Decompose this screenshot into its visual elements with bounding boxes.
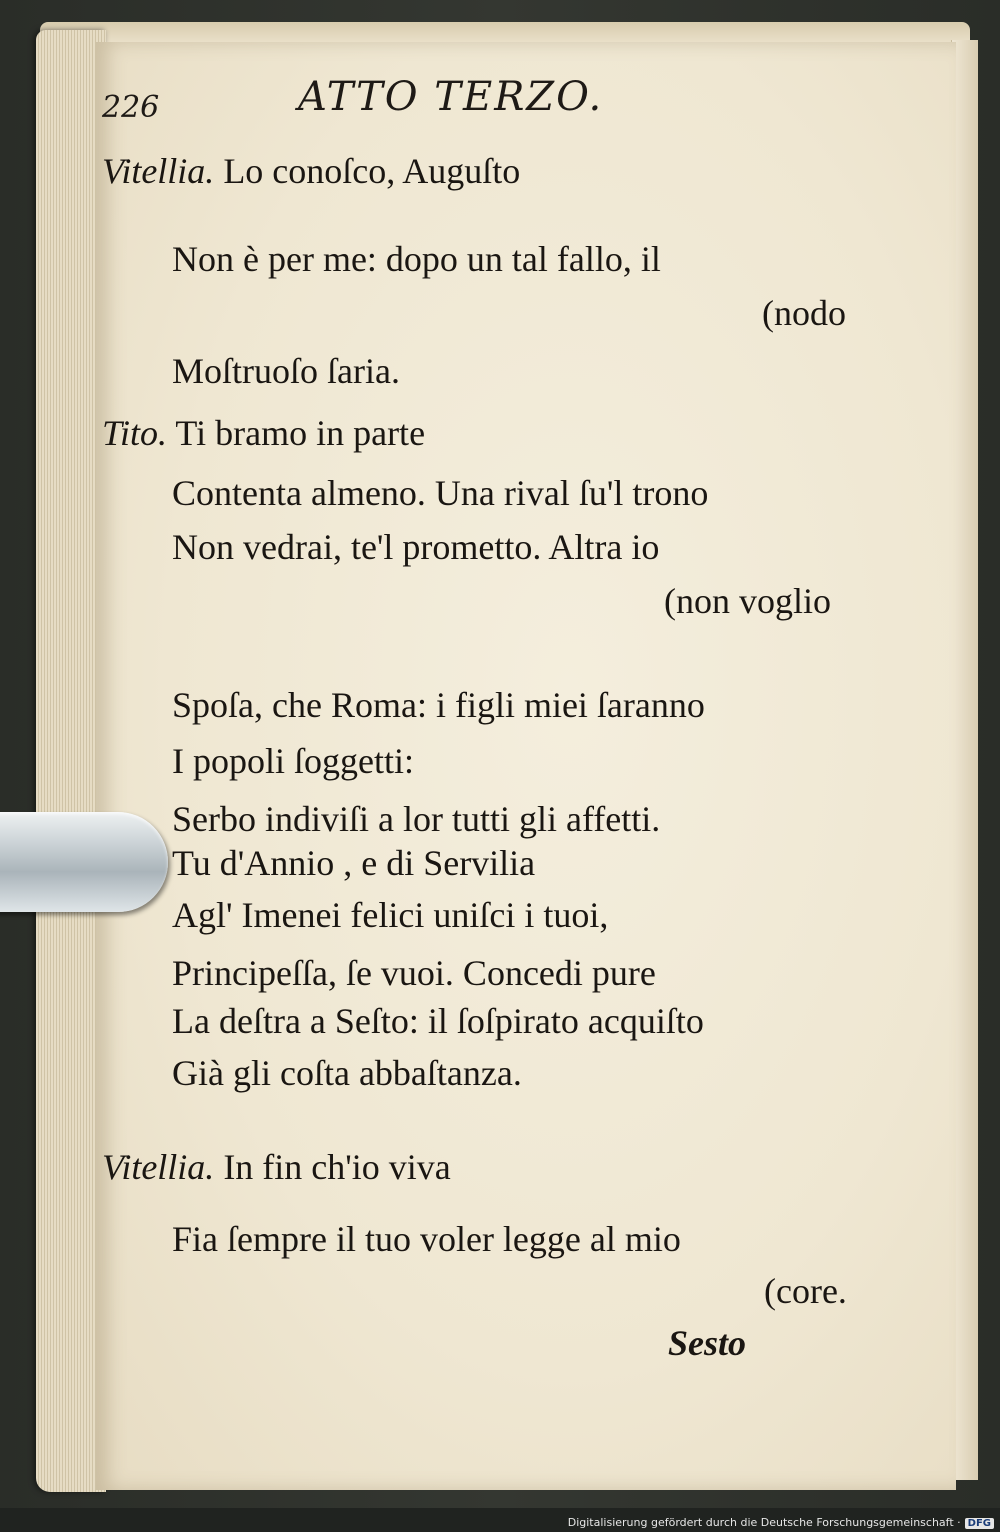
line-text: Contenta almeno. Una rival ſu'l trono [172, 473, 709, 513]
verse-line [172, 238, 661, 280]
line-text: In fin ch'io viva [214, 1147, 451, 1187]
verse-line [102, 1146, 451, 1188]
line-text: I popoli ſoggetti: [172, 741, 414, 781]
verse-line [172, 1052, 522, 1094]
line-text: La deſtra a Seſto: il ſoſpirato acquiſto [172, 1001, 704, 1041]
page-number: 226 [102, 90, 160, 125]
page-holder-clip [0, 812, 168, 912]
verse-line [762, 292, 846, 334]
line-text: Principeſſa, ſe vuoi. Concedi pure [172, 953, 656, 993]
verse-line [172, 842, 535, 884]
speaker-name: Vitellia. [102, 151, 215, 191]
line-text: (non voglio [664, 581, 831, 621]
credit-text: Digitalisierung gefördert durch die Deutsche Forschungsgemeinschaft · [567, 1516, 961, 1529]
verse-line [172, 740, 414, 782]
line-text: Ti bramo in parte [167, 413, 426, 453]
verse-line [172, 1000, 704, 1042]
line-text: Lo conoſco, Auguſto [214, 151, 521, 191]
line-text: Già gli coſta abbaſtanza. [172, 1053, 522, 1093]
catchword: Sesto [668, 1323, 747, 1363]
digitization-credit [568, 1516, 994, 1529]
verse-line [172, 1218, 681, 1260]
line-text: Serbo indiviſi a lor tutti gli affetti. [172, 799, 661, 839]
verse-line [664, 580, 831, 622]
line-text: Agl' Imenei felici uniſci i tuoi, [172, 895, 609, 935]
speaker-name: Vitellia. [102, 1147, 215, 1187]
line-text: Non è per me: dopo un tal fallo, il [172, 239, 661, 279]
verse-line [172, 472, 708, 514]
dfg-logo-icon: DFG [965, 1518, 994, 1529]
line-text: (nodo [762, 293, 846, 333]
line-text: Tu d'Annio , e di Servilia [172, 843, 536, 883]
line-text: Spoſa, che Roma: i figli miei ſaranno [172, 685, 705, 725]
verse-line [172, 952, 656, 994]
verse-line [102, 150, 520, 192]
verse-line [172, 350, 400, 392]
speaker-name: Tito. [102, 413, 168, 453]
running-title: ATTO TERZO. [298, 74, 604, 120]
line-text: Non vedrai, te'l prometto. Altra io [172, 527, 660, 567]
book-top-edge [40, 22, 970, 42]
footer-bar [0, 1508, 1000, 1532]
line-text: Fia ſempre il tuo voler legge al mio [172, 1219, 681, 1259]
line-text: Moſtruoſo ſaria. [172, 351, 400, 391]
verse-line [102, 412, 425, 454]
page-header [102, 68, 802, 128]
verse-line [172, 684, 705, 726]
verse-line [172, 526, 659, 568]
verse-line [764, 1270, 847, 1312]
line-text: (core. [764, 1271, 847, 1311]
verse-line [172, 798, 660, 840]
verse-line [172, 894, 608, 936]
